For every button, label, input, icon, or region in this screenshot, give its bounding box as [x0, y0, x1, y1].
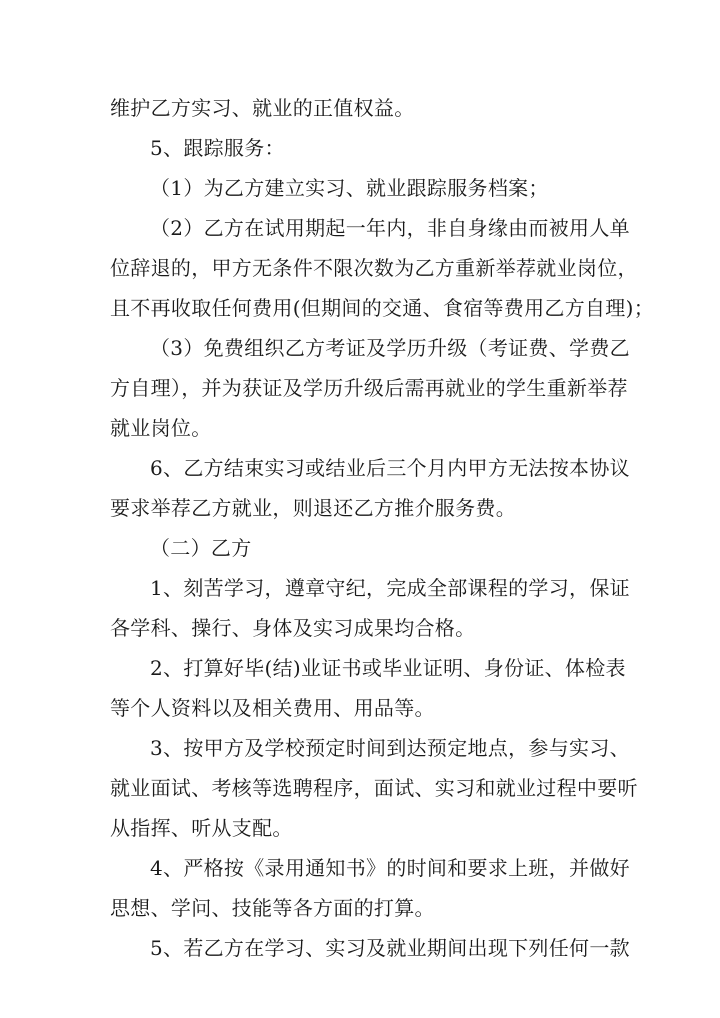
text-line: 4、严格按《录用通知书》的时间和要求上班，并做好 — [150, 856, 630, 880]
text-line: 方自理），并为获证及学历升级后需再就业的学生重新举荐 — [110, 376, 628, 400]
text-line: 思想、学问、技能等各方面的打算。 — [110, 896, 435, 920]
text-line: 5、跟踪服务： — [150, 136, 285, 160]
text-line: 且不再收取任何费用(但期间的交通、食宿等费用乙方自理)； — [110, 296, 655, 320]
text-line: 1、刻苦学习，遵章守纪，完成全部课程的学习，保证 — [150, 576, 630, 600]
text-line: （2）乙方在试用期起一年内，非自身缘由而被用人单 — [150, 216, 630, 240]
text-line: （1）为乙方建立实习、就业跟踪服务档案； — [150, 176, 549, 200]
text-line: 5、若乙方在学习、实习及就业期间出现下列任何一款 — [150, 936, 630, 960]
document-body — [110, 88, 655, 968]
text-line: 等个人资料以及相关费用、用品等。 — [110, 696, 435, 720]
text-line: 2、打算好毕(结)业证书或毕业证明、身份证、体检表 — [150, 656, 626, 680]
text-line: 6、乙方结束实习或结业后三个月内甲方无法按本协议 — [150, 456, 630, 480]
text-line: 从指挥、听从支配。 — [110, 816, 293, 840]
text-line: 就业面试、考核等选聘程序，面试、实习和就业过程中要听 — [110, 776, 638, 800]
text-line: 位辞退的，甲方无条件不限次数为乙方重新举荐就业岗位， — [110, 256, 638, 280]
text-line: （3）免费组织乙方考证及学历升级（考证费、学费乙 — [150, 336, 630, 360]
text-line: 要求举荐乙方就业，则退还乙方推介服务费。 — [110, 496, 516, 520]
text-line: 就业岗位。 — [110, 416, 212, 440]
text-line: 3、按甲方及学校预定时间到达预定地点，参与实习、 — [150, 736, 630, 760]
text-line: （二）乙方 — [150, 536, 252, 560]
text-line: 各学科、操行、身体及实习成果均合格。 — [110, 616, 476, 640]
text-line: 维护乙方实习、就业的正值权益。 — [110, 96, 415, 120]
